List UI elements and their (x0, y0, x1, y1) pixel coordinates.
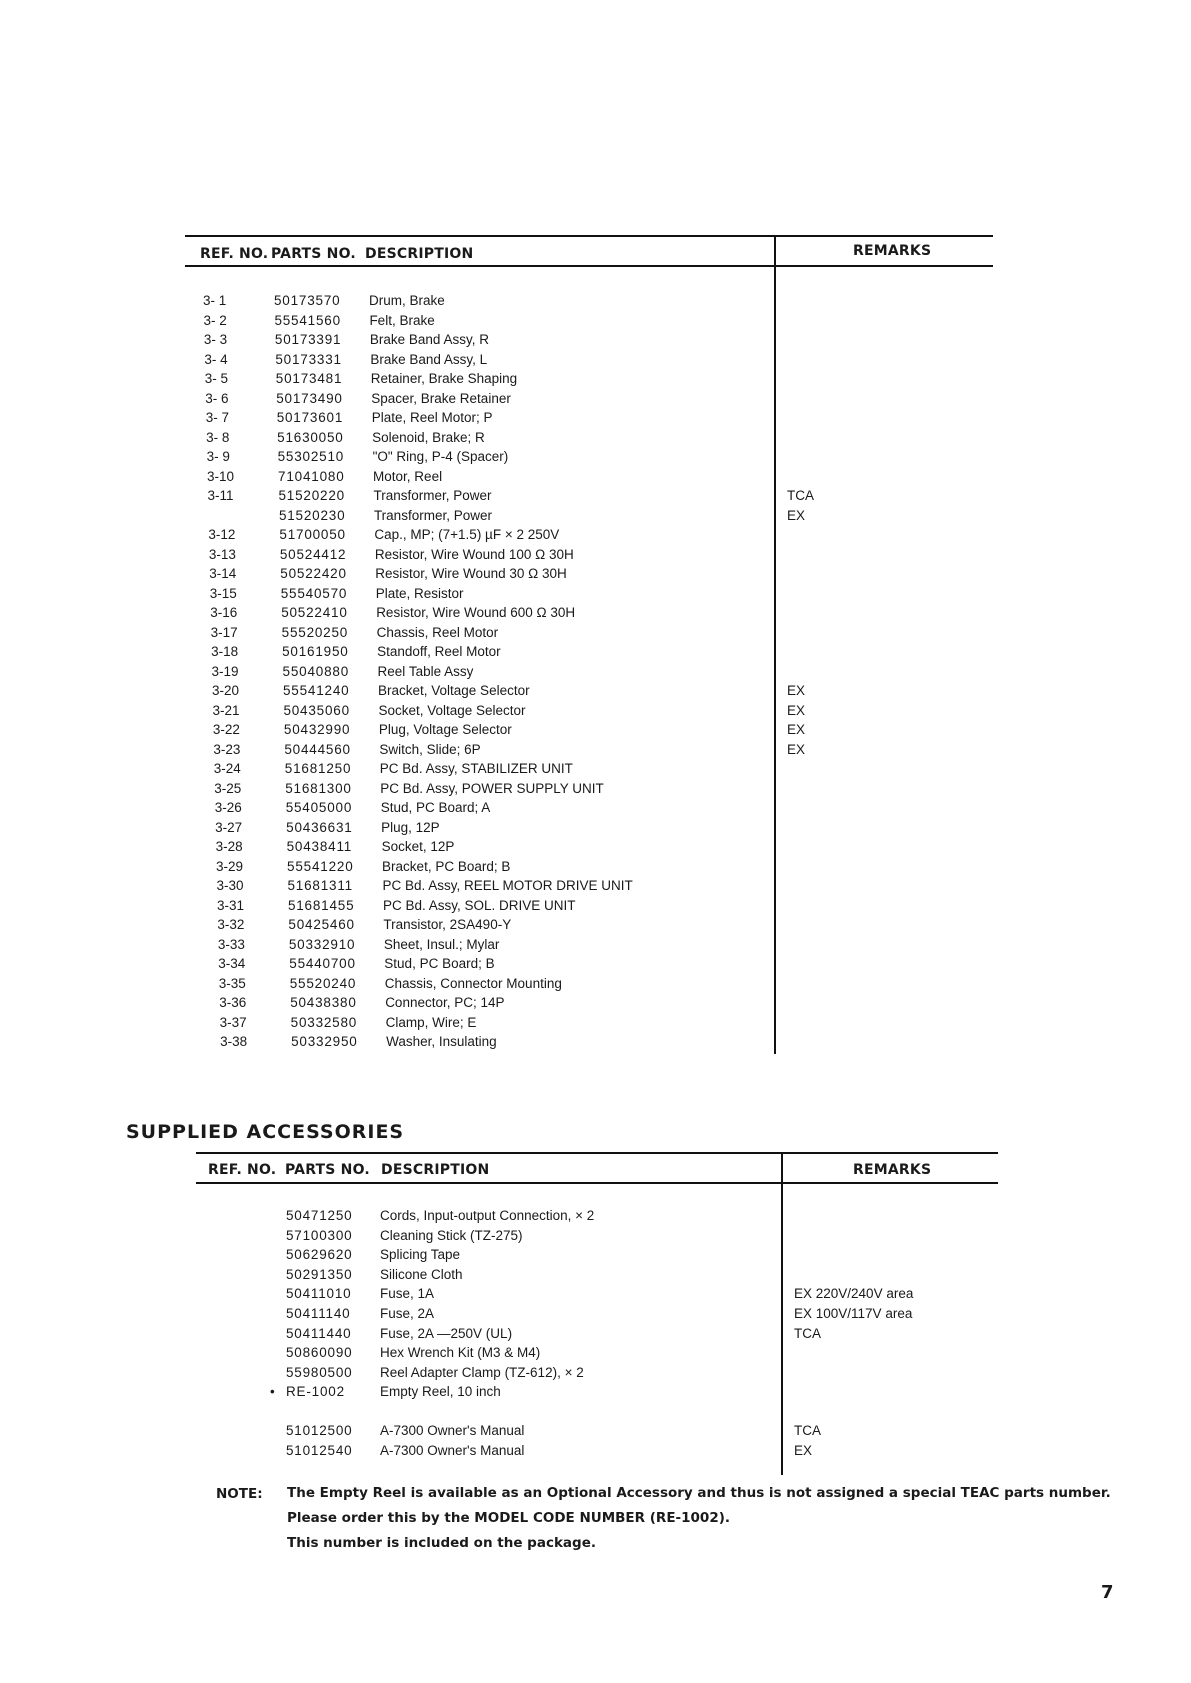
description-cell: Felt, Brake (369, 312, 435, 328)
remarks-column-divider (774, 236, 776, 1054)
parts-no-cell: 55302510 (277, 449, 345, 464)
remarks-cell: TCA (794, 1423, 821, 1438)
description-cell: Standoff, Reel Motor (377, 644, 501, 659)
description-cell: Brake Band Assy, R (369, 332, 489, 347)
ref-no-cell: 3-30 (216, 878, 244, 893)
ref-no-cell: 3- 7 (205, 410, 229, 425)
description-cell: Plug, 12P (381, 819, 440, 835)
description-cell: Reel Adapter Clamp (TZ-612), × 2 (380, 1364, 584, 1380)
remarks-cell: EX (794, 1442, 813, 1458)
parts-no-cell: 55541220 (287, 858, 354, 874)
parts-no-cell: 50629620 (286, 1247, 353, 1263)
acc-header-ref-no: REF. NO. (208, 1162, 277, 1178)
parts-no-cell: 50411010 (286, 1286, 352, 1302)
description-cell: A-7300 Owner's Manual (380, 1423, 525, 1438)
note-line-1: The Empty Reel is available as an Optional Accessory and thus is not assigned a special TEAC parts number. (287, 1485, 1111, 1501)
ref-no-cell: 3- 6 (205, 390, 229, 406)
description-cell: Cords, Input-output Connection, × 2 (380, 1208, 595, 1223)
description-cell: Plate, Reel Motor; P (371, 410, 493, 425)
parts-no-cell: 51520230 (278, 507, 346, 523)
parts-no-cell: 50173490 (276, 390, 343, 406)
ref-no-cell: 3-26 (214, 800, 242, 815)
header-remarks: REMARKS (853, 243, 932, 259)
ref-no-cell: 3-32 (217, 917, 245, 932)
page-number: 7 (1101, 1582, 1114, 1603)
description-cell: Stud, PC Board; B (384, 956, 495, 971)
parts-no-cell: 51012540 (286, 1442, 353, 1458)
ref-no-cell: 3-23 (213, 741, 241, 757)
header-bottom-rule (185, 265, 993, 267)
parts-no-cell: 55541560 (274, 312, 341, 328)
description-cell: Spacer, Brake Retainer (371, 390, 511, 406)
header-ref-no: REF. NO. (200, 246, 269, 262)
description-cell: Retainer, Brake Shaping (370, 371, 518, 386)
description-cell: Resistor, Wire Wound 600 Ω 30H (376, 605, 576, 620)
parts-no-cell: 50411440 (286, 1325, 352, 1341)
note-line-2: Please order this by the MODEL CODE NUMBER (RE-1002). (287, 1510, 731, 1526)
description-cell: A-7300 Owner's Manual (380, 1442, 525, 1458)
description-cell: Hex Wrench Kit (M3 & M4) (380, 1345, 541, 1361)
description-cell: Sheet, Insul.; Mylar (383, 936, 500, 952)
parts-no-cell: 50425460 (288, 917, 355, 932)
parts-no-cell: 51012500 (286, 1423, 353, 1438)
header-parts-no: PARTS NO. (271, 246, 356, 262)
parts-no-cell: 51681300 (285, 780, 352, 796)
description-cell: Clamp, Wire; E (385, 1014, 477, 1030)
ref-no-cell: 3-35 (218, 975, 246, 991)
ref-no-cell: 3-11 (207, 488, 234, 503)
acc-header-description: DESCRIPTION (381, 1162, 490, 1178)
description-cell: PC Bd. Assy, POWER SUPPLY UNIT (380, 780, 604, 796)
ref-no-cell: 3-33 (217, 936, 245, 952)
description-cell: Resistor, Wire Wound 30 Ω 30H (375, 566, 567, 581)
ref-no-cell: 3-34 (218, 956, 246, 971)
description-cell: Empty Reel, 10 inch (380, 1384, 501, 1400)
parts-no-cell: 50332950 (291, 1034, 358, 1049)
parts-no-cell: 55440700 (289, 956, 356, 971)
description-cell: Transistor, 2SA490-Y (383, 917, 512, 932)
remarks-cell: EX (787, 507, 806, 523)
ref-no-cell: 3-15 (209, 585, 237, 601)
ref-no-cell: 3-14 (209, 566, 237, 581)
description-cell: Stud, PC Board; A (380, 800, 491, 815)
parts-no-cell: 57100300 (286, 1227, 353, 1243)
parts-no-cell: 50332580 (290, 1014, 358, 1030)
parts-no-cell: 51681311 (287, 878, 353, 893)
parts-no-cell: 50436631 (286, 819, 353, 835)
ref-no-cell: 3-24 (213, 761, 241, 776)
acc-header-bottom-rule (196, 1182, 998, 1184)
description-cell: Transformer, Power (373, 507, 492, 523)
acc-header-remarks: REMARKS (853, 1162, 932, 1178)
ref-no-cell: 3-20 (212, 683, 240, 698)
ref-no-cell: 3-31 (216, 897, 244, 913)
description-cell: Socket, Voltage Selector (378, 702, 526, 718)
description-cell: Bracket, PC Board; B (382, 858, 511, 874)
remarks-cell: EX (787, 702, 806, 718)
description-cell: Fuse, 2A (380, 1306, 435, 1321)
parts-no-cell: 50173601 (276, 410, 344, 425)
table-top-rule (185, 235, 993, 237)
description-cell: Socket, 12P (381, 839, 455, 854)
parts-no-cell: 55520240 (289, 975, 357, 991)
remarks-cell: EX (787, 722, 806, 737)
parts-no-cell: 50524412 (279, 546, 347, 562)
description-cell: Chassis, Connector Mounting (384, 975, 562, 991)
ref-no-cell: 3-29 (216, 858, 244, 874)
description-cell: Motor, Reel (373, 468, 443, 484)
description-cell: Bracket, Voltage Selector (378, 683, 530, 698)
ref-no-cell: 3-19 (211, 663, 239, 679)
remarks-cell: EX 220V/240V area (794, 1286, 914, 1302)
parts-no-cell: 51630050 (277, 429, 344, 445)
ref-no-cell: 3-12 (208, 527, 236, 542)
description-cell: Plug, Voltage Selector (378, 722, 512, 737)
ref-no-cell: 3- 8 (206, 429, 230, 445)
parts-no-cell: 50432990 (283, 722, 351, 737)
description-cell: Transformer, Power (373, 488, 492, 503)
parts-no-cell: 50161950 (282, 644, 349, 659)
description-cell: Chassis, Reel Motor (376, 624, 499, 640)
parts-no-cell: 50411140 (286, 1306, 351, 1321)
note-label: NOTE: (216, 1486, 263, 1502)
description-cell: Washer, Insulating (386, 1034, 497, 1049)
description-cell: Fuse, 1A (380, 1286, 435, 1302)
parts-no-cell: 50435060 (283, 702, 350, 718)
parts-no-cell: 50444560 (284, 741, 351, 757)
parts-no-cell: 55980500 (286, 1364, 353, 1380)
parts-no-cell: 50173481 (275, 371, 343, 386)
parts-no-cell: 55520250 (281, 624, 349, 640)
ref-no-cell: 3- 9 (206, 449, 230, 464)
parts-no-cell: 55540570 (280, 585, 348, 601)
ref-no-cell: 3-17 (210, 624, 238, 640)
description-cell: Solenoid, Brake; R (372, 429, 485, 445)
parts-no-cell: 50522420 (280, 566, 347, 581)
remarks-cell: TCA (787, 488, 814, 503)
parts-no-cell: 55541240 (283, 683, 350, 698)
ref-no-cell: 3-21 (212, 702, 240, 718)
parts-no-cell: 50522410 (281, 605, 348, 620)
parts-no-cell: 51520220 (278, 488, 345, 503)
parts-no-cell: 51700050 (279, 527, 346, 542)
ref-no-cell: 3-37 (219, 1014, 247, 1030)
remarks-cell: EX (787, 741, 806, 757)
parts-no-cell: 50173391 (274, 332, 342, 347)
description-cell: Fuse, 2A —250V (UL) (380, 1325, 513, 1341)
description-cell: Plate, Resistor (375, 585, 464, 601)
parts-no-cell: 50291350 (286, 1266, 353, 1282)
parts-no-cell: 51681250 (284, 761, 352, 776)
parts-no-cell: 55040880 (282, 663, 350, 679)
description-cell: Cap., MP; (7+1.5) µF × 2 250V (374, 527, 560, 542)
description-cell: Resistor, Wire Wound 100 Ω 30H (374, 546, 574, 562)
ref-no-cell: 3-16 (210, 605, 238, 620)
header-description: DESCRIPTION (365, 246, 474, 262)
parts-no-cell: 50173331 (275, 351, 342, 367)
description-cell: Reel Table Assy (377, 663, 474, 679)
ref-no-cell: 3-22 (212, 722, 240, 737)
ref-no-cell: 3-10 (207, 468, 235, 484)
parts-no-cell: 50438411 (286, 839, 353, 854)
remarks-cell: EX (787, 683, 806, 698)
remarks-cell: TCA (794, 1325, 821, 1341)
description-cell: PC Bd. Assy, SOL. DRIVE UNIT (382, 897, 576, 913)
ref-no-cell: 3- 2 (203, 312, 227, 328)
ref-no-cell: 3-18 (211, 644, 239, 659)
parts-no-cell: 55405000 (285, 800, 353, 815)
acc-remarks-column-divider (781, 1153, 783, 1475)
description-cell: Brake Band Assy, L (370, 351, 488, 367)
ref-no-cell: 3-25 (214, 780, 242, 796)
description-cell: Drum, Brake (369, 293, 445, 308)
ref-no-cell: 3- 5 (204, 371, 229, 386)
parts-no-cell: 50860090 (286, 1345, 353, 1361)
ref-no-cell: 3-28 (215, 839, 243, 854)
parts-no-cell: RE-1002 (286, 1384, 345, 1400)
parts-no-cell: 50332910 (288, 936, 356, 952)
ref-no-cell: 3-27 (215, 819, 243, 835)
parts-no-cell: 50173570 (274, 293, 341, 308)
description-cell: PC Bd. Assy, STABILIZER UNIT (379, 761, 573, 776)
ref-no-cell: 3- 4 (204, 351, 228, 367)
ref-no-cell: 3- 1 (203, 293, 227, 308)
description-cell: Connector, PC; 14P (385, 995, 505, 1010)
acc-table-top-rule (196, 1152, 998, 1154)
description-cell: PC Bd. Assy, REEL MOTOR DRIVE UNIT (382, 878, 633, 893)
bullet-mark: • (270, 1384, 275, 1400)
parts-no-cell: 50471250 (286, 1208, 353, 1223)
parts-no-cell: 51681455 (287, 897, 355, 913)
acc-header-parts-no: PARTS NO. (285, 1162, 370, 1178)
section-title: SUPPLIED ACCESSORIES (126, 1121, 405, 1143)
description-cell: Cleaning Stick (TZ-275) (380, 1227, 523, 1243)
description-cell: Switch, Slide; 6P (379, 741, 481, 757)
description-cell: Silicone Cloth (380, 1266, 463, 1282)
parts-no-cell: 50438380 (290, 995, 357, 1010)
ref-no-cell: 3-13 (208, 546, 236, 562)
note-line-3: This number is included on the package. (287, 1535, 596, 1551)
description-cell: Splicing Tape (380, 1247, 461, 1263)
description-cell: "O" Ring, P-4 (Spacer) (372, 449, 509, 464)
ref-no-cell: 3-38 (220, 1034, 248, 1049)
remarks-cell: EX 100V/117V area (794, 1306, 913, 1321)
ref-no-cell: 3-36 (219, 995, 247, 1010)
ref-no-cell: 3- 3 (203, 332, 228, 347)
parts-no-cell: 71041080 (278, 468, 345, 484)
